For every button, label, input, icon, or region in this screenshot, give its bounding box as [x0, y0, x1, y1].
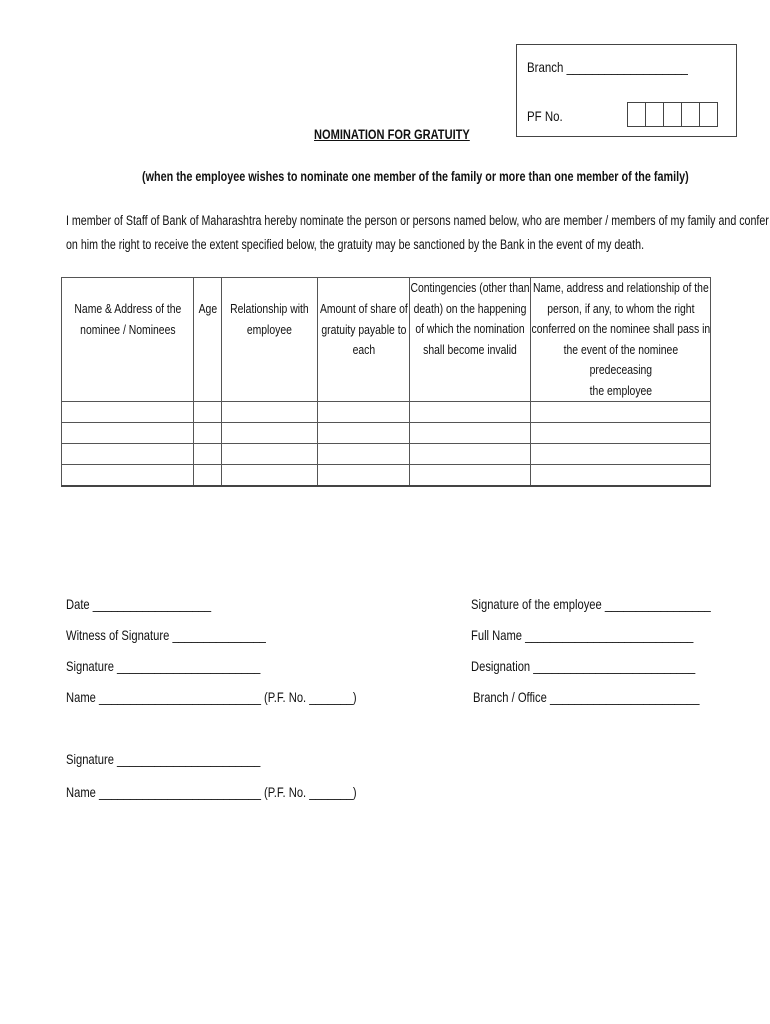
branch-field[interactable]: Branch ___________________ — [527, 59, 688, 75]
header-line: the employee — [589, 382, 652, 398]
col-age — [194, 278, 222, 402]
col-contingencies — [410, 278, 531, 402]
witness-name-field[interactable]: Name __________________________ (P.F. No. _______) — [66, 689, 357, 705]
col-alternate-nominee — [531, 278, 711, 402]
pf-no-cells[interactable] — [628, 102, 718, 127]
table-cell[interactable] — [531, 423, 711, 444]
pf-cell[interactable] — [699, 102, 718, 127]
header-line: Name, address and relationship of the — [532, 280, 709, 295]
form-title: NOMINATION FOR GRATUITY — [314, 127, 470, 142]
header-line: gratuity payable to — [321, 321, 406, 337]
nominee-table — [61, 277, 711, 487]
branch-office-field[interactable]: Branch / Office ________________________ — [473, 689, 700, 705]
table-cell[interactable] — [194, 444, 222, 465]
pf-cell[interactable] — [663, 102, 682, 127]
header-line: nominee / Nominees — [79, 321, 176, 337]
header-line: Name & Address of the — [74, 301, 181, 316]
form-subtitle: (when the employee wishes to nominate one member of the family or more than one member of the family) — [142, 169, 689, 184]
table-cell[interactable] — [222, 402, 318, 423]
header-line: person, if any, to whom the right — [546, 300, 695, 316]
table-cell[interactable] — [62, 444, 194, 465]
header-line: shall become invalid — [423, 341, 517, 357]
intro-paragraph — [66, 209, 769, 257]
witness-signature-line[interactable]: Signature _______________________ — [66, 658, 261, 674]
table-cell[interactable] — [318, 465, 410, 487]
table-cell[interactable] — [410, 402, 531, 423]
header-line: Relationship with — [230, 301, 309, 316]
employee-signature-field[interactable]: Signature of the employee _________________ — [471, 596, 711, 612]
col-relationship — [222, 278, 318, 402]
intro-line: on him the right to receive the extent specified below, the gratuity may be sanctioned by the Bank in the event of my death. — [66, 237, 645, 252]
table-cell[interactable] — [410, 423, 531, 444]
table-cell[interactable] — [194, 465, 222, 487]
col-share-amount — [318, 278, 410, 402]
table-cell[interactable] — [62, 423, 194, 444]
col-name-address — [62, 278, 194, 402]
intro-line: I member of Staff of Bank of Maharashtra hereby nominate the person or persons named below, who are member / members of my family and confer — [66, 213, 769, 228]
header-line: conferred on the nominee shall pass in — [531, 321, 710, 336]
table-cell[interactable] — [222, 444, 318, 465]
table-row — [62, 402, 711, 423]
header-line: Age — [198, 301, 217, 316]
designation-field[interactable]: Designation __________________________ — [471, 658, 696, 674]
table-row — [62, 423, 711, 444]
table-cell[interactable] — [62, 465, 194, 487]
table-cell[interactable] — [318, 423, 410, 444]
table-cell[interactable] — [318, 402, 410, 423]
table-row — [62, 444, 711, 465]
header-line: Amount of share of — [319, 301, 408, 316]
header-line: of which the nomination — [415, 321, 525, 336]
date-field[interactable]: Date ___________________ — [66, 596, 212, 612]
branch-pf-box — [516, 44, 737, 137]
table-cell[interactable] — [531, 402, 711, 423]
pf-cell[interactable] — [681, 102, 700, 127]
table-cell[interactable] — [222, 423, 318, 444]
table-cell[interactable] — [531, 444, 711, 465]
second-name-field[interactable]: Name __________________________ (P.F. No. _______) — [66, 784, 357, 800]
table-cell[interactable] — [194, 402, 222, 423]
table-header-row — [62, 278, 711, 402]
table-cell[interactable] — [318, 444, 410, 465]
pf-cell[interactable] — [627, 102, 646, 127]
table-cell[interactable] — [410, 444, 531, 465]
header-line: each — [352, 342, 375, 357]
pf-cell[interactable] — [645, 102, 664, 127]
table-cell[interactable] — [194, 423, 222, 444]
second-signature-line[interactable]: Signature _______________________ — [66, 751, 261, 767]
header-line: employee — [246, 321, 293, 337]
full-name-field[interactable]: Full Name ___________________________ — [471, 627, 694, 643]
table-cell[interactable] — [222, 465, 318, 487]
header-line: Contingencies (other than — [410, 280, 530, 295]
header-line: the event of the nominee predeceasing — [563, 341, 678, 377]
pf-no-label: PF No. — [527, 108, 563, 124]
table-cell[interactable] — [62, 402, 194, 423]
table-cell[interactable] — [410, 465, 531, 487]
table-cell[interactable] — [531, 465, 711, 487]
header-line: death) on the happening — [413, 300, 527, 316]
witness-signature-field[interactable]: Witness of Signature _______________ — [66, 627, 266, 643]
table-row — [62, 465, 711, 487]
